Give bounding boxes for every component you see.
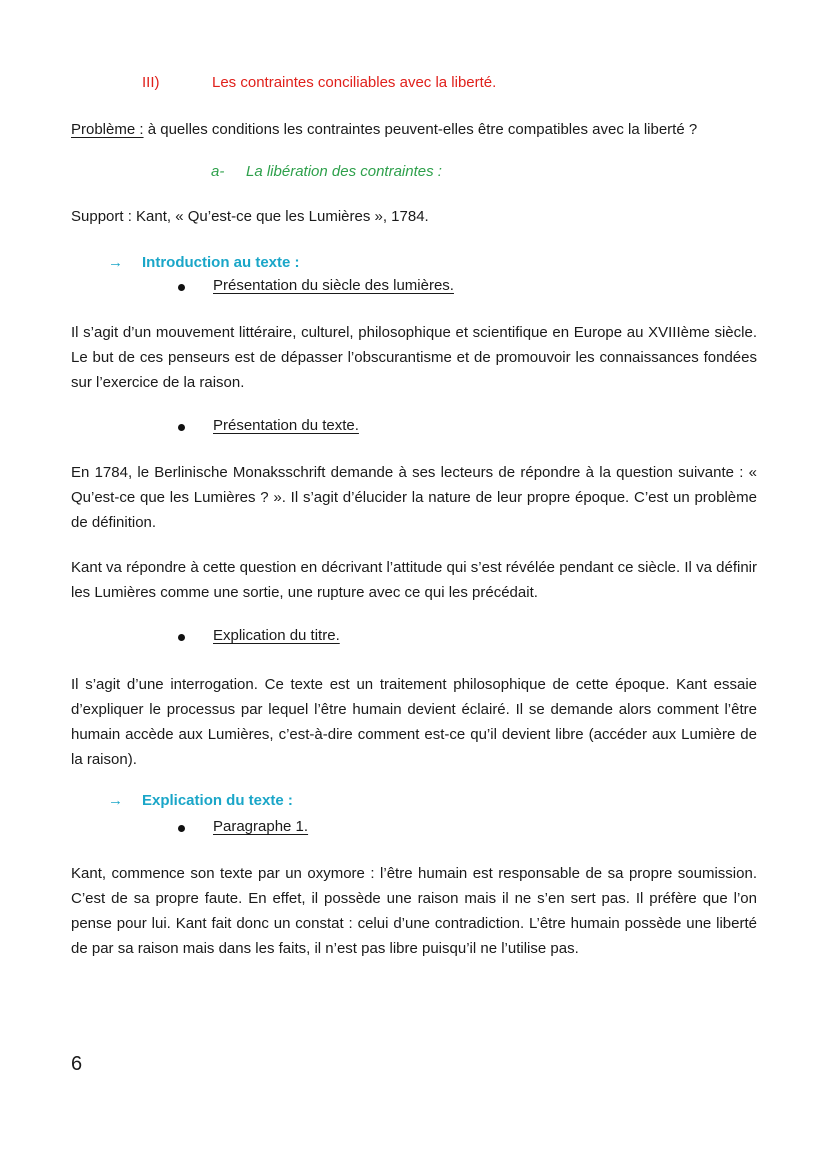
subsection-letter: a- [211,163,225,180]
page-number: 6 [71,1053,83,1075]
bullet-presentation-siecle: Présentation du siècle des lumières. [213,277,454,294]
explication-heading: Explication du texte : [142,792,293,809]
intro-heading: Introduction au texte : [142,254,300,271]
section-title: Les contraintes conciliables avec la liberté. [212,74,497,91]
paragraph-explication-1: Kant, commence son texte par un oxymore : l’être humain est responsable de sa propre soumission. C’est de sa propre faute. En effet, il possède une raison mais il ne s’en sert pas. Il préfère que l’on pense pour lui. Kant fait donc un constat : celui d’une contradiction. L’être humain possède une liberté de par sa raison mais dans les faits, il n’est pas libre puisqu’il ne l’utilise pas. [71,865,757,957]
probleme-label: Problème : [71,121,144,138]
bullet-icon [178,284,185,291]
probleme-text: à quelles conditions les contraintes peuvent-elles être compatibles avec la liberté ? [143,121,698,138]
section-number: III) [142,74,160,91]
paragraph-kant-reponse: Kant va répondre à cette question en décrivant l’attitude qui s’est révélée pendant ce siècle. Il va définir les Lumières comme une sortie, une rupture avec ce qui les précédait. [71,559,757,601]
bullet-explication-titre: Explication du titre. [213,627,340,644]
bullet-presentation-texte: Présentation du texte. [213,417,359,434]
paragraph-titre: Il s’agit d’une interrogation. Ce texte est un traitement philosophique de cette époque. Kant essaie d’expliquer le processus par lequel l’être humain devient éclairé. Il se demande alors comment l’être humain accède aux Lumières, c’est-à-dire comment est-ce qu’il devient libre (accéder aux Lumière de la raison). [71,676,757,768]
arrow-right-icon: → [108,254,123,271]
bullet-icon [178,825,185,832]
subsection-title: La libération des contraintes : [246,163,442,180]
bullet-icon [178,634,185,641]
bullet-paragraphe-1: Paragraphe 1. [213,818,309,835]
support-line: Support : Kant, « Qu’est-ce que les Lumières », 1784. [71,208,429,225]
bullet-icon [178,424,185,431]
paragraph-siecle: Il s’agit d’un mouvement littéraire, culturel, philosophique et scientifique en Europe au XVIIIème siècle. Le but de ces penseurs est de dépasser l’obscurantisme et de promouvoir les connaissances fondées sur l’exercice de la raison. [71,324,757,391]
probleme-line [71,121,697,138]
paragraph-texte: En 1784, le Berlinische Monaksschrift demande à ses lecteurs de répondre à la question suivante : « Qu’est-ce que les Lumières ? ». Il s’agit d’élucider la nature de leur propre époque. C’est un problème de définition. [71,464,757,531]
arrow-right-icon: → [108,792,123,809]
